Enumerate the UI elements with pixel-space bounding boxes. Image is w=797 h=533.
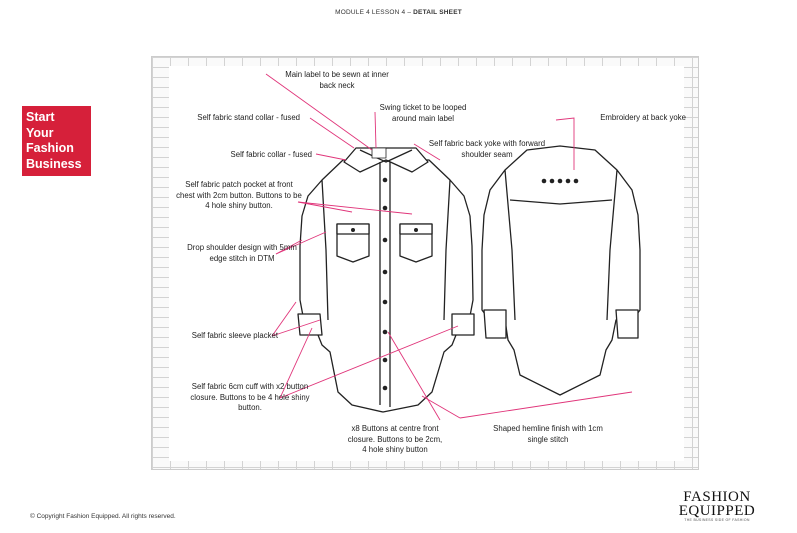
annotation-swing-ticket: Swing ticket to be looped around main label: [379, 103, 467, 123]
fashion-equipped-logo: [672, 490, 762, 522]
logo-tagline: THE BUSINESS SIDE OF FASHION: [684, 518, 750, 522]
annotation-main-label: Main label to be sewn at inner back neck: [285, 70, 389, 90]
back-shirt-sketch: [482, 146, 640, 395]
annotation-patch-pocket: Self fabric patch pocket at front chest with 2cm button. Buttons to be 4 hole shiny button.: [176, 180, 302, 210]
sheet-title: DETAIL SHEET: [413, 9, 462, 16]
brand-line-4: Business: [26, 156, 82, 171]
annotation-drop-shoulder: Drop shoulder design with 5mm edge stitch in DTM: [187, 243, 297, 263]
copyright-notice: © Copyright Fashion Equipped. All rights reserved.: [30, 513, 176, 520]
brand-line-3: Fashion: [26, 141, 74, 155]
annotation-back-yoke: Self fabric back yoke with forward shoulder seam: [428, 139, 546, 159]
annotation-embroidery: Embroidery at back yoke: [600, 113, 686, 122]
brand-line-2: Your: [26, 125, 54, 140]
module-label: MODULE 4 LESSON 4 –: [335, 9, 414, 16]
annotation-hemline: Shaped hemline finish with 1cm single stitch: [493, 424, 603, 444]
annotation-cuff: Self fabric 6cm cuff with x2 button closure. Buttons to be 4 hole shiny button.: [190, 382, 310, 412]
front-shirt-sketch: [298, 148, 474, 412]
annotation-sleeve-placket: Self fabric sleeve placket: [191, 331, 278, 340]
brand-line-1: Start: [26, 110, 55, 124]
annotation-buttons: x8 Buttons at centre front closure. Buttons to be 2cm, 4 hole shiny button: [347, 424, 443, 454]
annotation-collar: Self fabric collar - fused: [230, 150, 312, 159]
logo-line-2: EQUIPPED: [678, 503, 756, 519]
logo-line-1: FASHION: [683, 489, 751, 505]
annotation-stand-collar: Self fabric stand collar - fused: [197, 113, 300, 122]
